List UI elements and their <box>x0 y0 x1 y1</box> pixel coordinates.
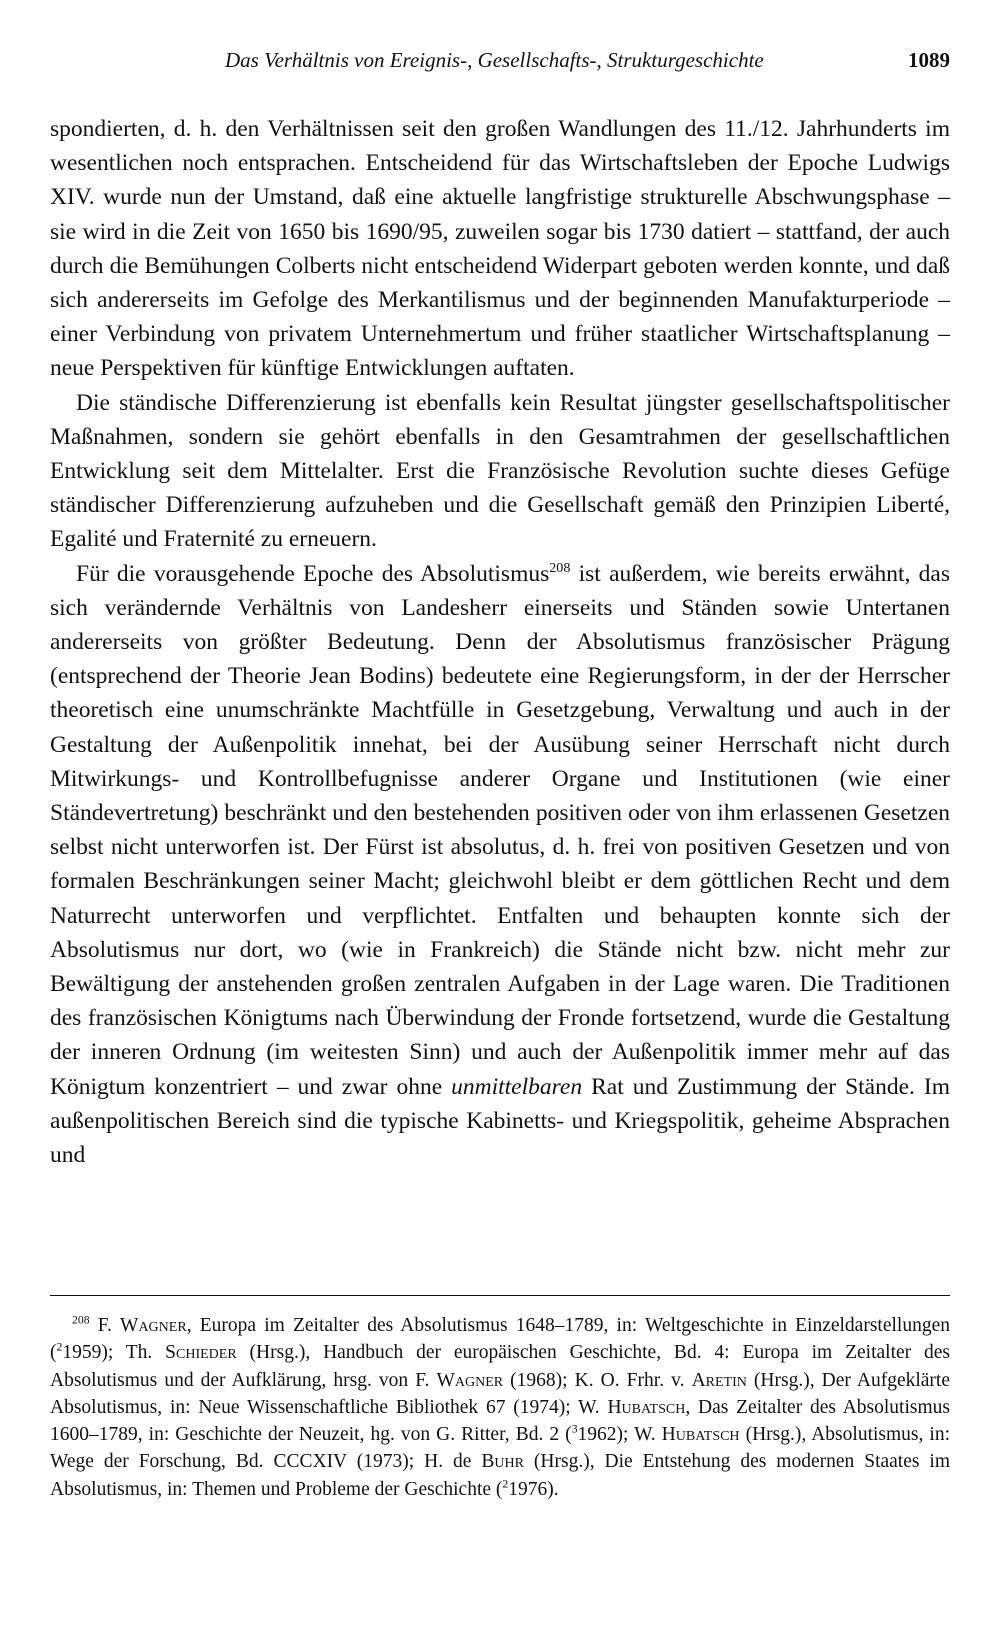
footnote-number: 208 <box>72 1313 90 1327</box>
text-run: 1959); Th. <box>62 1342 166 1364</box>
text-run: Für die vorausgehende Epoche des Absolutismus <box>76 560 550 587</box>
text-run: (Hrsg.), Der Aufgeklärte Absolutismus, in: Neue Wissenschaftliche Bibliothek 67 (1974); W. <box>50 1369 950 1418</box>
paragraph <box>50 557 950 1173</box>
text-run: ist außerdem, wie bereits erwähnt, das sich verändernde Verhältnis von Landesherr einerseits und Ständen sowie Untertanen andererseits von größter Bedeutung. Denn der Absolutismus französischer Prägung (entsprechend der Theorie Jean Bodins) bedeutete eine Regierungsform, in der der Herrscher theoretisch eine unumschränkte Machtfülle in Gesetzgebung, Verwaltung und auch in der Gestaltung der Außenpolitik innehat, bei der Ausübung seiner Herrschaft nicht durch Mitwirkungs- und Kontrollbefugnisse anderer Organe und Institutionen (wie einer Ständevertretung) beschränkt und den bestehenden positiven oder von ihm erlassenen Gesetzen selbst nicht unterworfen ist. Der Fürst ist absolutus, d. h. frei von positiven Gesetzen und von formalen Beschränkungen seiner Macht; gleichwohl bleibt er dem göttlichen Recht und dem Naturrecht unterworfen und verpflichtet. Entfalten und behaupten konnte sich der Absolutismus nur dort, wo (wie in Frankreich) die Stände nicht bzw. nicht mehr zur Bewältigung der anstehenden großen zentralen Aufgaben in der Lage waren. Die Traditionen des französischen Königtums nach Überwindung der Fronde fortsetzend, wurde die Gestaltung der inneren Ordnung (im weitesten Sinn) und auch der Außenpolitik immer mehr auf das Königtum konzentriert – und zwar ohne <box>50 560 950 1100</box>
author-name: Hubatsch <box>661 1424 740 1446</box>
text-run: Rat und Zustimmung der Stände. Im außenpolitischen Bereich sind die typische Kabinetts- und Kriegspolitik, geheime Absprachen und <box>50 1073 950 1169</box>
text-run: (Hrsg.), Absolutismus, in: Wege der Forschung, Bd. CCCXIV (1973); H. de <box>50 1424 950 1473</box>
italic-emphasis: unmittelbaren <box>451 1073 583 1100</box>
author-name: Wagner <box>120 1315 187 1336</box>
paragraph: spondierten, d. h. den Verhältnissen seit den großen Wandlungen des 11./12. Jahrhunderts im wesentlichen noch entsprachen. Entscheidend für das Wirtschaftsleben der Epoche Ludwigs XIV. wurde nun der Umstand, daß eine aktuelle langfristige strukturelle Abschwungsphase – sie wird in die Zeit von 1650 bis 1690/95, zuweilen sogar bis 1730 datiert – stattfand, der auch durch die Bemühungen Colberts nicht entscheidend Widerpart geboten werden konnte, und daß sich andererseits im Gefolge des Merkantilismus und der beginnenden Manufakturperiode – einer Verbindung von privatem Unternehmertum und früher staatlicher Wirtschaftsplanung – neue Perspektiven für künftige Entwicklungen auftaten. <box>50 116 950 382</box>
edition-number: 2 <box>502 1477 509 1491</box>
footnote-text <box>50 1312 950 1503</box>
text-run: (1968); K. O. Frhr. v. <box>503 1369 692 1391</box>
text-run: (Hrsg.), Die Entstehung des modernen Staates im Absolutismus, in: Themen und Probleme der Geschichte ( <box>50 1451 950 1500</box>
text-run: , Europa im Zeitalter des Absolutismus 1648–1789, in: Weltgeschichte in Einzeldarstellungen ( <box>50 1315 950 1364</box>
text-run: (Hrsg.), Handbuch der europäischen Geschichte, Bd. 4: Europa im Zeitalter des Absolutismus und der Aufklärung, hrsg. von F. <box>50 1342 950 1391</box>
author-name: Aretin <box>691 1369 747 1391</box>
text-run: , Das Zeitalter des Absolutismus 1600–1789, in: Geschichte der Neuzeit, hg. von G. Ritter, Bd. 2 ( <box>50 1396 950 1446</box>
footnote-reference: 208 <box>549 559 571 576</box>
text-run: 1976). <box>508 1478 559 1500</box>
author-name: Wagner <box>436 1369 504 1391</box>
running-title: Das Verhältnis von Ereignis-, Gesellschafts-, Strukturgeschichte <box>225 48 764 72</box>
text-run: 1962); W. <box>577 1424 662 1446</box>
paragraph: Die ständische Differenzierung ist ebenfalls kein Resultat jüngster gesellschaftspolitischer Maßnahmen, sondern sie gehört ebenfalls in den Gesamtrahmen der gesellschaftlichen Entwicklung seit dem Mittelalter. Erst die Französische Revolution suchte dieses Gefüge ständischer Differenzierung aufzuheben und die Gesellschaft gemäß den Prinzipien Liberté, Egalité und Fraternité zu erneuern. <box>50 389 950 553</box>
edition-number: 2 <box>56 1340 63 1354</box>
footnote-separator <box>50 1295 950 1296</box>
footnote <box>50 1312 950 1503</box>
author-name: Buhr <box>481 1451 524 1473</box>
edition-number: 3 <box>571 1422 578 1436</box>
running-header <box>50 48 950 78</box>
main-text <box>50 112 950 1172</box>
author-name: Schieder <box>165 1342 237 1364</box>
page-number: 1089 <box>908 48 950 72</box>
author-name: Hubatsch <box>607 1396 686 1418</box>
text-run: F. <box>89 1315 121 1336</box>
